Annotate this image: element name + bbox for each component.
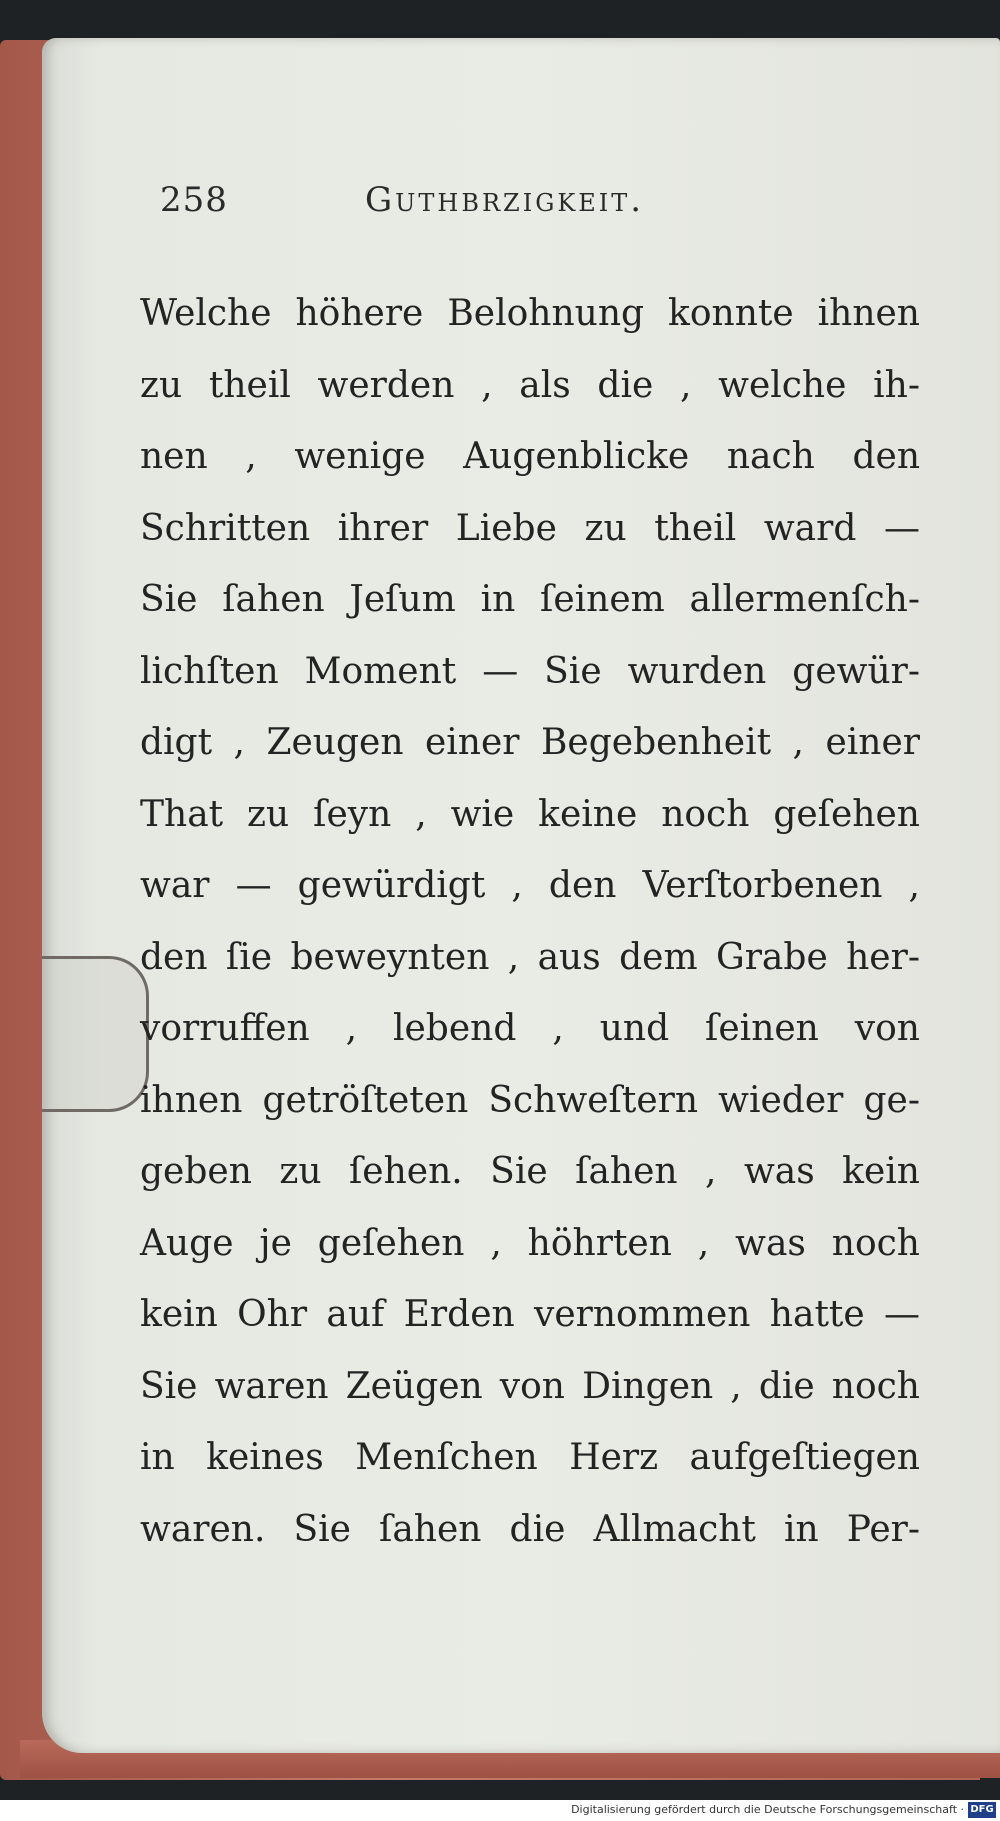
text-line: kein Ohr auf Erden vernommen hatte — xyxy=(140,1294,920,1335)
text-line: waren. Sie ſahen die Allmacht in Per- xyxy=(140,1508,920,1550)
footer-credit: Digitalisierung gefördert durch die Deutsche Forschungsgemeinschaft · xyxy=(571,1803,964,1816)
running-head xyxy=(160,180,760,230)
text-line: digt , Zeugen einer Begebenheit , einer xyxy=(140,722,920,763)
text-line: geben zu ſehen. Sie ſahen , was kein xyxy=(140,1151,920,1192)
text-line: zu theil werden , als die , welche ih- xyxy=(140,364,920,406)
text-line: war — gewürdigt , den Verſtorbenen , xyxy=(140,865,920,906)
text-line: Welche höhere Belohnung konnte ihnen xyxy=(140,293,920,334)
page-number: 258 xyxy=(160,180,228,220)
text-line: vorruffen , lebend , und ſeinen von xyxy=(140,1008,920,1049)
text-line: ihnen getröſteten Schweſtern wieder ge- xyxy=(140,1079,920,1121)
text-line: Sie ſahen Jeſum in ſeinem allermenſch- xyxy=(140,579,920,620)
body-text xyxy=(140,278,920,1565)
text-line: Sie waren Zeügen von Dingen , die noch xyxy=(140,1365,920,1407)
text-line: nen , wenige Augenblicke nach den xyxy=(140,436,920,477)
text-line: in keines Menſchen Herz aufgeſtiegen xyxy=(140,1437,920,1478)
text-line: That zu ſeyn , wie keine noch geſehen xyxy=(140,793,920,835)
text-line: den ſie beweynten , aus dem Grabe her- xyxy=(140,936,920,978)
text-line: lichſten Moment — Sie wurden gewür- xyxy=(140,650,920,692)
text-line: Schritten ihrer Liebe zu theil ward — xyxy=(140,507,920,549)
text-line: Auge je geſehen , höhrten , was noch xyxy=(140,1222,920,1264)
dfg-logo: DFG xyxy=(968,1802,996,1818)
footer-bar xyxy=(0,1800,1000,1821)
page-title: Guthbrzigkeit. xyxy=(365,180,645,220)
page-clip xyxy=(42,956,149,1112)
